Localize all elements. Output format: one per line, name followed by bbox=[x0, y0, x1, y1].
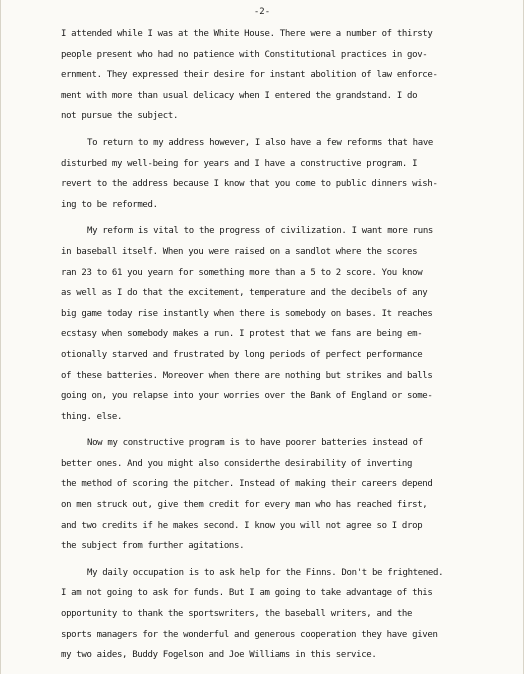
text-line: big game today rise instantly when there is somebody on bases. It reaches bbox=[61, 308, 433, 319]
text-line: ecstasy when somebody makes a run. I protest that we fans are being em- bbox=[61, 329, 423, 340]
paragraph bbox=[61, 133, 523, 215]
letter-body bbox=[61, 24, 523, 666]
text-line: ran 23 to 61 you yearn for something more than a 5 to 2 score. You know bbox=[61, 267, 423, 278]
text-line: I attended while I was at the White House. There were a number of thirsty bbox=[61, 29, 433, 39]
paragraph bbox=[61, 24, 523, 127]
text-line: going on, you relapse into your worries over the Bank of England or some- bbox=[61, 391, 433, 402]
text-line: sports managers for the wonderful and generous cooperation they have given bbox=[61, 629, 438, 640]
text-line: opportunity to thank the sportswriters, the baseball writers, and the bbox=[61, 609, 413, 620]
text-line: in baseball itself. When you were raised on a sandlot where the scores bbox=[61, 246, 418, 257]
text-line: My daily occupation is to ask help for the Finns. Don't be frightened. bbox=[87, 567, 444, 578]
paragraph bbox=[61, 221, 523, 427]
text-line: My reform is vital to the progress of civilization. I want more runs bbox=[87, 226, 434, 237]
text-line: ing to be reformed. bbox=[61, 199, 158, 210]
text-line: thing. else. bbox=[61, 411, 123, 422]
text-line: not pursue the subject. bbox=[61, 111, 179, 122]
text-line: and two credits if he makes second. I know you will not agree so I drop bbox=[61, 520, 423, 531]
text-line: of these batteries. Moreover when there are nothing but strikes and balls bbox=[61, 370, 433, 381]
text-line: ment with more than usual delicacy when I entered the grandstand. I do bbox=[61, 90, 418, 101]
text-line: people present who had no patience with Constitutional practices in gov- bbox=[61, 49, 428, 60]
text-line: I am not going to ask for funds. But I am going to take advantage of this bbox=[61, 588, 433, 599]
text-line: the method of scoring the pitcher. Instead of making their careers depend bbox=[61, 479, 433, 490]
text-line: otionally starved and frustrated by long periods of perfect performance bbox=[61, 349, 423, 360]
text-line: ernment. They expressed their desire for instant abolition of law enforce- bbox=[61, 70, 438, 81]
text-line: as well as I do that the excitement, temperature and the decibels of any bbox=[61, 288, 428, 299]
text-line: on men struck out, give them credit for every man who has reached first, bbox=[61, 500, 428, 511]
text-line: my two aides, Buddy Fogelson and Joe Williams in this service. bbox=[61, 650, 377, 661]
text-line: revert to the address because I know that you come to public dinners wish- bbox=[61, 179, 438, 190]
text-line: better ones. And you might also considerthe desirability of inverting bbox=[61, 458, 413, 469]
page-number: -2- bbox=[253, 7, 271, 17]
paragraph bbox=[61, 433, 523, 557]
text-line: the subject from further agitations. bbox=[61, 541, 245, 552]
paragraph bbox=[61, 563, 523, 666]
text-line: disturbed my well-being for years and I have a constructive program. I bbox=[61, 158, 418, 169]
text-line: To return to my address however, I also have a few reforms that have bbox=[87, 137, 434, 148]
text-line: Now my constructive program is to have poorer batteries instead of bbox=[87, 438, 423, 449]
